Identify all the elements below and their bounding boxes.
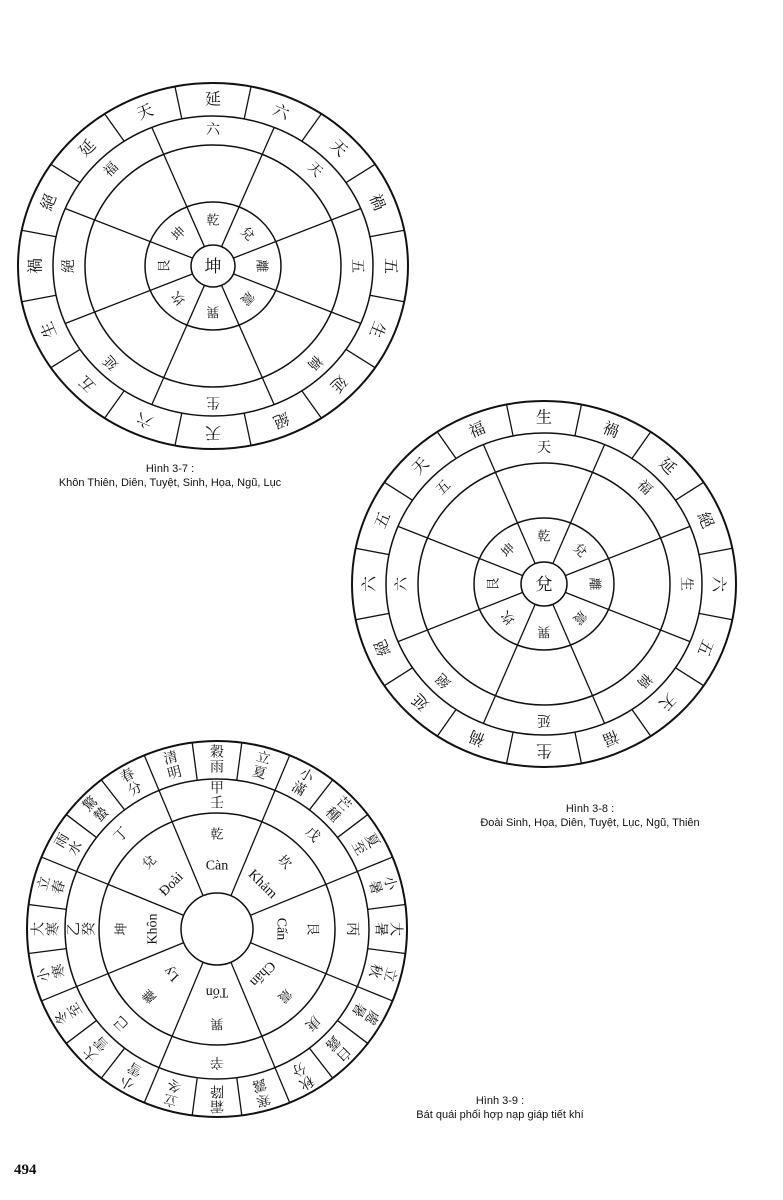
spoke-line	[357, 987, 392, 1001]
inner-trigram-glyph: 乾	[210, 827, 224, 843]
spoke-line	[575, 405, 582, 437]
solar-term-glyph: 大暑	[372, 922, 404, 936]
inner-trigram-glyph: 兌	[569, 540, 590, 561]
spoke-line	[346, 164, 375, 182]
outer-sector-glyph: 天	[204, 423, 222, 443]
spoke-line	[237, 743, 242, 780]
spoke-line	[144, 1068, 159, 1103]
spoke-line	[507, 732, 514, 764]
middle-ring-glyph: 五	[349, 259, 365, 273]
stem-ring-glyph: 戊	[301, 824, 324, 846]
inner-trigram-glyph: 震	[569, 607, 590, 628]
outer-sector-glyph: 五	[693, 636, 718, 659]
spoke-line	[192, 743, 197, 780]
middle-ring-glyph: 福	[633, 477, 656, 499]
spoke-line	[699, 548, 732, 554]
outer-sector-glyph: 六	[270, 99, 293, 124]
figure-caption-3-7	[10, 462, 330, 490]
solar-term-glyph: 驚蟄	[80, 793, 113, 826]
stem-ring-glyph: 辛	[210, 1054, 224, 1070]
outer-sector-glyph: 六	[709, 575, 729, 593]
bagua-wheel-3-7	[15, 80, 411, 452]
spoke-line	[575, 732, 582, 764]
spoke-line	[275, 755, 290, 790]
inner-trigram-glyph: 震	[236, 287, 257, 308]
spoke-line	[368, 949, 406, 954]
spoke-line	[237, 1078, 242, 1115]
outer-sector-glyph: 福	[599, 726, 623, 751]
solar-term-glyph: 春分	[117, 765, 146, 800]
solar-term-glyph: 寒露	[250, 1075, 273, 1110]
trigram-name-label: Đoài	[156, 869, 187, 900]
middle-ring-glyph: 延	[537, 712, 551, 728]
solar-term-glyph: 白露	[321, 1032, 354, 1065]
spoke-line	[175, 413, 182, 445]
middle-ring-glyph: 禍	[304, 351, 326, 373]
solar-term-glyph: 處暑	[348, 999, 383, 1028]
outer-sector-glyph: 絕	[270, 408, 293, 433]
spoke-line	[22, 230, 56, 236]
stem-ring-glyph: 乙癸	[66, 922, 98, 936]
outer-sector-glyph: 延	[74, 135, 100, 161]
middle-ring-glyph: 禍	[633, 669, 656, 691]
middle-ring-glyph: 延	[100, 351, 122, 373]
spoke-line	[384, 668, 412, 686]
spoke-line	[338, 1021, 368, 1044]
inner-trigram-glyph: 乾	[206, 213, 220, 229]
outer-sector-glyph: 生	[365, 318, 390, 341]
inner-trigram-glyph: 巽	[206, 303, 220, 319]
solar-term-glyph: 芒種	[321, 793, 354, 826]
spoke-line	[22, 295, 56, 301]
outer-sector-glyph: 禍	[365, 191, 390, 214]
outer-sector-glyph: 五	[74, 371, 100, 397]
spoke-line	[144, 755, 159, 790]
outer-sector-glyph: 絕	[370, 636, 395, 659]
outer-sector-glyph: 天	[407, 453, 433, 479]
middle-ring-glyph: 六	[206, 122, 220, 138]
solar-term-glyph: 大寒	[30, 922, 62, 936]
spoke-line	[29, 904, 67, 909]
spoke-line	[310, 780, 333, 810]
spoke-line	[675, 482, 703, 500]
solar-term-glyph: 冬至	[51, 999, 86, 1028]
spoke-line	[357, 857, 392, 871]
figure-caption-3-9	[380, 1094, 620, 1122]
spoke-line	[507, 405, 514, 437]
outer-sector-glyph: 五	[381, 257, 401, 275]
trigram-name-label: Cấn	[273, 917, 289, 941]
middle-ring-glyph: 絕	[61, 259, 77, 273]
spoke-line	[105, 391, 124, 418]
spoke-line	[66, 1021, 96, 1044]
stem-ring-glyph: 甲壬	[210, 780, 224, 812]
trigram-name-label: Càn	[205, 858, 229, 874]
spoke-line	[370, 230, 404, 236]
spoke-line	[356, 613, 389, 619]
caption-text: Bát quái phối hợp nạp giáp tiết khí	[416, 1109, 584, 1121]
inner-trigram-glyph: 兌	[236, 224, 257, 245]
outer-sector-glyph: 生	[535, 407, 553, 427]
solar-term-glyph: 小滿	[288, 765, 317, 800]
solar-term-glyph: 立秋	[365, 961, 400, 984]
spoke-line	[370, 295, 404, 301]
outer-sector-glyph: 天	[655, 689, 681, 715]
caption-number: Hình 3-7 :	[145, 463, 195, 475]
outer-sector-glyph: 生	[36, 318, 61, 341]
caption-text: Đoài Sinh, Họa, Diên, Tuyệt, Lục, Ngũ, Thiên	[480, 817, 700, 829]
solar-term-glyph: 大雪	[80, 1032, 113, 1065]
outer-sector-glyph: 絕	[693, 509, 718, 532]
spoke-line	[244, 87, 251, 119]
solar-term-glyph: 立冬	[161, 1075, 184, 1110]
trigram-name-label: Tốn	[205, 984, 229, 1000]
middle-ring-glyph: 絕	[432, 669, 455, 691]
caption-number: Hình 3-9 :	[475, 1095, 525, 1107]
inner-trigram-glyph: 艮	[157, 259, 173, 273]
inner-trigram-glyph: 坤	[498, 540, 519, 561]
spoke-line	[699, 613, 732, 619]
spoke-line	[310, 1048, 333, 1078]
stem-ring-glyph: 丁	[110, 824, 133, 846]
outer-sector-glyph: 禍	[599, 417, 623, 442]
outer-sector-glyph: 天	[326, 135, 352, 161]
spoke-line	[275, 1068, 290, 1103]
outer-sector-glyph: 六	[359, 575, 379, 593]
bagua-wheel-3-8	[348, 398, 740, 770]
trigram-name-label: Khảm	[244, 867, 280, 902]
stem-ring-glyph: 庚	[301, 1012, 324, 1034]
outer-sector-glyph: 延	[407, 689, 433, 715]
inner-trigram-glyph: 艮	[486, 577, 502, 591]
caption-text: Khôn Thiên, Diên, Tuyệt, Sinh, Họa, Ngũ, Lục	[58, 477, 282, 489]
outer-sector-glyph: 天	[133, 99, 156, 124]
inner-trigram-glyph: 坤	[114, 922, 130, 936]
trigram-name-label: Khôn	[145, 913, 161, 945]
solar-term-glyph: 小暑	[365, 874, 400, 897]
stem-ring-glyph: 丙	[344, 922, 360, 936]
middle-ring-glyph: 五	[432, 477, 455, 499]
middle-ring-glyph: 生	[206, 394, 220, 410]
spoke-line	[338, 815, 368, 838]
outer-sector-glyph: 延	[204, 89, 222, 109]
inner-trigram-glyph: 巽	[537, 623, 551, 639]
spoke-line	[302, 114, 321, 141]
inner-trigram-glyph: 乾	[537, 529, 551, 545]
outer-sector-glyph: 禍	[465, 726, 489, 751]
outer-sector-glyph: 生	[535, 741, 553, 761]
solar-term-glyph: 秋分	[288, 1058, 317, 1093]
solar-term-glyph: 夏至	[348, 830, 383, 859]
spoke-line	[384, 482, 412, 500]
spoke-line	[175, 87, 182, 119]
outer-sector-glyph: 絕	[36, 191, 61, 214]
spoke-line	[51, 164, 80, 182]
solar-term-glyph: 立春	[34, 874, 69, 897]
solar-term-glyph: 霜降	[210, 1082, 224, 1114]
spoke-line	[101, 1048, 124, 1078]
inner-trigram-glyph: 離	[586, 577, 602, 591]
spoke-line	[437, 432, 456, 459]
solar-term-glyph: 小寒	[34, 961, 69, 984]
spoke-line	[632, 432, 651, 459]
solar-term-glyph: 立夏	[250, 748, 273, 783]
trigram-name-label: Ly	[161, 962, 183, 985]
outer-sector-glyph: 六	[133, 408, 156, 433]
outer-sector-glyph: 延	[326, 371, 352, 397]
spoke-line	[51, 349, 80, 367]
spoke-line	[105, 114, 124, 141]
caption-number: Hình 3-8 :	[565, 803, 615, 815]
spoke-line	[302, 391, 321, 418]
outer-sector-glyph: 五	[370, 509, 395, 532]
inner-trigram-glyph: 坎	[169, 287, 190, 308]
center-glyph: 兌	[535, 575, 553, 595]
inner-trigram-glyph: 艮	[304, 922, 320, 936]
inner-trigram-glyph: 坎	[274, 852, 295, 873]
page-number: 494	[14, 1162, 37, 1178]
solar-term-glyph: 雨水	[51, 830, 86, 859]
spoke-line	[437, 709, 456, 736]
middle-ring-glyph: 天	[537, 440, 551, 456]
spoke-line	[29, 949, 67, 954]
middle-ring-glyph: 六	[394, 577, 410, 591]
spoke-line	[101, 780, 124, 810]
inner-trigram-glyph: 坤	[169, 224, 190, 245]
inner-trigram-glyph: 兌	[139, 852, 160, 873]
outer-sector-glyph: 福	[465, 417, 489, 442]
inner-trigram-glyph: 震	[274, 985, 295, 1006]
spoke-line	[66, 815, 96, 838]
center-glyph: 坤	[204, 257, 222, 277]
spoke-line	[192, 1078, 197, 1115]
spoke-line	[368, 904, 406, 909]
inner-trigram-glyph: 坎	[498, 607, 519, 628]
inner-trigram-glyph: 離	[139, 985, 160, 1006]
spoke-line	[675, 668, 703, 686]
middle-ring-glyph: 天	[304, 159, 326, 181]
stem-ring-glyph: 己	[110, 1012, 133, 1034]
trigram-name-label: Chấn	[246, 957, 279, 990]
spoke-line	[41, 987, 76, 1001]
spoke-line	[346, 349, 375, 367]
outer-sector-glyph: 禍	[25, 257, 45, 275]
spoke-line	[356, 548, 389, 554]
spoke-line	[41, 857, 76, 871]
inner-trigram-glyph: 離	[253, 259, 269, 273]
spoke-line	[632, 709, 651, 736]
solar-term-glyph: 清明	[161, 748, 184, 783]
solar-term-glyph: 小雪	[117, 1058, 146, 1093]
figure-caption-3-8	[440, 802, 740, 830]
outer-sector-glyph: 延	[655, 453, 681, 479]
bagua-wheel-3-9	[22, 736, 412, 1122]
spoke-line	[244, 413, 251, 445]
middle-ring-glyph: 福	[100, 159, 122, 181]
solar-term-glyph: 穀雨	[210, 744, 224, 776]
middle-ring-glyph: 生	[678, 577, 694, 591]
inner-trigram-glyph: 巽	[210, 1015, 224, 1031]
